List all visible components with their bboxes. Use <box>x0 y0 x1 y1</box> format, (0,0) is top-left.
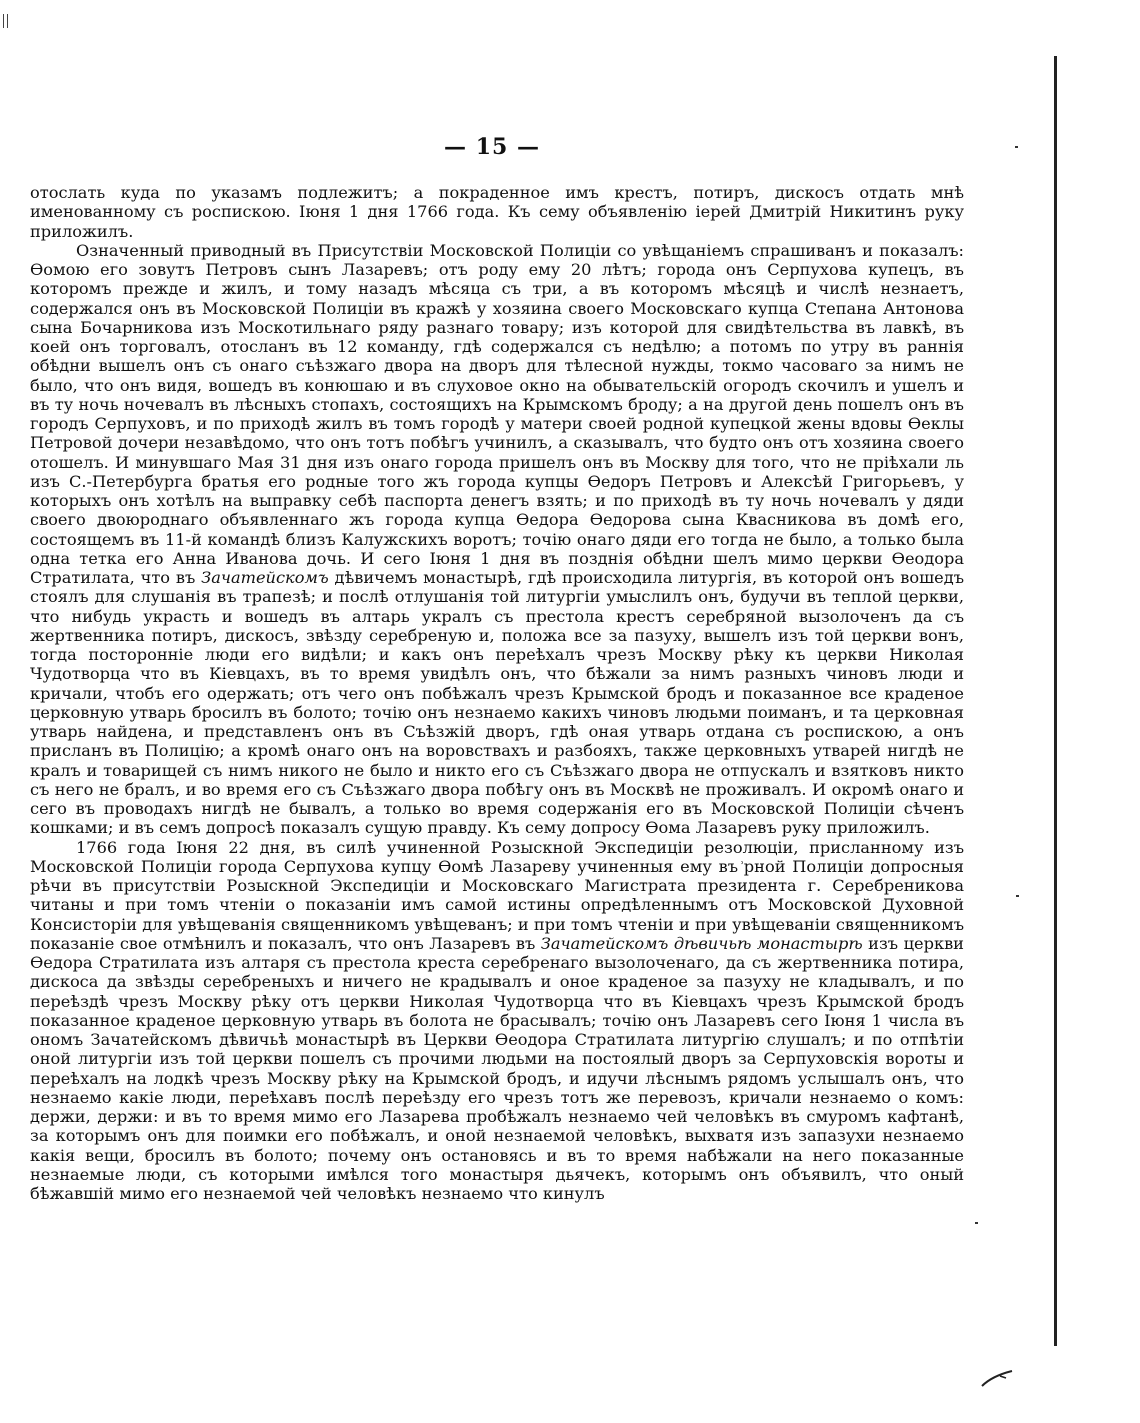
scan-speck <box>975 1222 978 1224</box>
paragraph-1-text: отослать куда по указамъ подлежитъ; а покраденное имъ крестъ, потиръ, дискосъ отдать мнѣ именованному съ роспискою. Іюня 1 дня 1766 года. Къ сему объявленію іерей Дмитрій Никитинъ руку приложилъ. <box>30 183 964 241</box>
paragraph-3 <box>30 838 964 1204</box>
scan-corner-mark <box>3 14 8 28</box>
paragraph-3-text-b: изъ церкви Ѳедора Стратилата изъ алтаря съ престола креста серебренаго вызолоченаго, да съ жертвенника потира, дискоса да звѣзды серебреныхъ и ничего не крадывалъ и оное краденое за пазуху не кладывалъ, и по переѣздѣ чрезъ Москву рѣку отъ церкви Николая Чудотворца что въ Кіевцахъ чрезъ Крымской бродъ показанное краденое церковную утварь въ болота не брасывалъ; точію онъ Лазаревъ сего Іюня 1 числа въ ономъ Зачатейскомъ дѣвичьѣ монастырѣ въ Церкви Ѳеодора Стратилата литургію слушалъ; и по отпѣтіи оной литургіи изъ той церкви пошелъ съ прочими людьми на постоялый дворъ за Серпуховскія вороты и переѣхалъ на лодкѣ чрезъ Москву рѣку на Крымской бродъ, и идучи лѣснымъ рядомъ услышалъ онъ, что незнаемо какіе люди, переѣхавъ послѣ переѣзду его чрезъ тотъ же перевозъ, кричали незнаемо о комъ: держи, держи: и въ то время мимо его Лазарева пробѣжалъ незнаемо чей человѣкъ въ смуромъ кафтанѣ, за которымъ онъ для поимки его побѣжалъ, и оной незнаемой человѣкъ, выхватя изъ запазухи незнаемо какія вещи, бросилъ въ болото; почему онъ остановясь и въ то время набѣжали на него показанные незнаемые люди, съ которыми имѣлся того монастыря дьячекъ, которымъ онъ объявилъ, что оный бѣжавшій мимо его незнаемой чей человѣкъ незнаемо что кинулъ <box>30 933 964 1203</box>
scan-binding-edge <box>1054 56 1057 1346</box>
paragraph-2-italic-monastery: Зачатейскомъ <box>201 568 329 587</box>
scan-speck <box>1016 895 1019 897</box>
paragraph-3-italic-monastery: Зачатейскомъ дѣвичьѣ монастырѣ <box>540 933 863 953</box>
pen-mark <box>980 1368 1014 1388</box>
paragraph-2 <box>30 241 964 838</box>
paragraph-3-text-a: 1766 года Іюня 22 дня, въ силѣ учиненной Розыскной Экспедиціи резолюціи, присланному изъ Московской Полиціи города Серпухова купцу Ѳомѣ Лазареву учиненныя ему въ ͗рной Полиціи допросныя рѣчи въ присутствіи Розыскной Экспедиціи и Московскаго Магистрата президента г. Серебреникова читаны и при томъ чтеніи о показаніи имъ самой истины опредѣленнымъ отъ Московской Духовной Консисторіи для увѣщеванія священникомъ увѣщеванъ; и при томъ чтеніи и при увѣщеваніи священникомъ показаніе свое отмѣнилъ и показалъ, что онъ Лазаревъ въ <box>30 837 964 953</box>
paragraph-2-text-b: дѣвичемъ монастырѣ, гдѣ происходила литургія, въ которой онъ вошедъ стоялъ для слушанія въ трапезѣ; и послѣ отлушанія той литургіи умыслилъ онъ, будучи въ теплой церкви, что нибудь украсть и вошедъ въ алтарь укралъ съ престола крестъ серебряной вызолоченъ да съ жертвенника потиръ, дискосъ, звѣзду серебреную и, положа все за пазуху, вышелъ изъ той церкви вонъ, тогда посторонніе люди его видѣли; и какъ онъ переѣхалъ чрезъ Москву рѣку къ церкви Николая Чудотворца что въ Кіевцахъ, въ то время увидѣлъ онъ, что бѣжали за нимъ разныхъ чиновъ люди и кричали, чтобъ его одержать; отъ чего онъ побѣжалъ чрезъ Крымской бродъ и показанное все краденое церковную утварь бросилъ въ болото; точію онъ незнаемо какихъ чиновъ людьми поиманъ, и та церковная утварь найдена, и представленъ онъ въ Съѣзжій дворъ, гдѣ оная утварь отдана съ роспискою, а онъ присланъ въ Полицію; а кромѣ онаго онъ на воровствахъ и разбояхъ, также церковныхъ утварей нигдѣ не кралъ и товарищей съ нимъ никого не было и никто его съ Съѣзжаго двора не отпускалъ и взятковъ никто съ него не бралъ, и во время его съ Съѣзжаго двора побѣгу онъ въ Москвѣ не проживалъ. И окромѣ онаго и сего въ проводахъ нигдѣ не бывалъ, а только во время содержанія его въ Московской Полиціи сѣченъ кошками; и въ семъ допросѣ показалъ сущую правду. Къ сему допросу Ѳома Лазаревъ руку приложилъ. <box>30 568 964 838</box>
scan-speck <box>1015 146 1018 148</box>
page-number: — 15 — <box>444 134 540 160</box>
paragraph-1 <box>30 183 964 241</box>
document-body <box>30 183 964 1203</box>
paragraph-2-text-a: Означенный приводный въ Присутствіи Московской Полиціи со увѣщаніемъ спрашиванъ и показалъ: Ѳомою его зовутъ Петровъ сынъ Лазаревъ; отъ роду ему 20 лѣтъ; города онъ Серпухова купецъ, въ которомъ прежде и жилъ, и тому назадъ мѣсяца съ три, а въ которомъ мѣсяцѣ и числѣ незнаетъ, содержался онъ въ Московской Полиціи въ кражѣ у хозяина своего Московскаго купца Степана Антонова сына Бочарникова изъ Москотильнаго ряду разнаго товару; изъ которой для свидѣтельства въ лавкѣ, въ коей онъ торговалъ, отосланъ въ 12 команду, гдѣ содержался съ недѣлю; а потомъ по утру въ раннія обѣдни вышелъ онъ съ онаго съѣзжаго двора на дворъ для тѣлесной нужды, токмо часоваго за нимъ не было, что онъ видя, вошедъ въ конюшаю и въ слуховое окно на обывательскій огородъ скочилъ и ушелъ и въ ту ночь ночевалъ въ лѣсныхъ стопахъ, состоящихъ на Крымскомъ броду; а на другой день пошелъ онъ въ городъ Серпуховъ, и по приходѣ жилъ въ томъ городѣ у матери своей родной купецкой жены вдовы Ѳеклы Петровой дочери незавѣдомо, что онъ тотъ побѣгъ учинилъ, а сказывалъ, что будто онъ отъ хозяина своего отошелъ. И минувшаго Мая 31 дня изъ онаго города пришелъ онъ въ Москву для того, что не пріѣхали ль изъ С.-Петербурга братья его родные того жъ города купцы Ѳедоръ Петровъ и Алексѣй Григорьевъ, у которыхъ онъ хотѣлъ на выправку себѣ паспорта денегъ взять; и по приходѣ въ ту ночь ночевалъ у дяди своего двоюроднаго объявленнаго жъ города купца Ѳедора Ѳедорова сына Квасникова въ домѣ его, состоящемъ въ 11-й командѣ близъ Калужскихъ воротъ; точію онаго дяди его тогда не было, а только была одна тетка его Анна Иванова дочь. И сего Іюня 1 дня въ позднія обѣдни шелъ мимо церкви Ѳеодора Стратилата, что въ <box>30 240 964 587</box>
